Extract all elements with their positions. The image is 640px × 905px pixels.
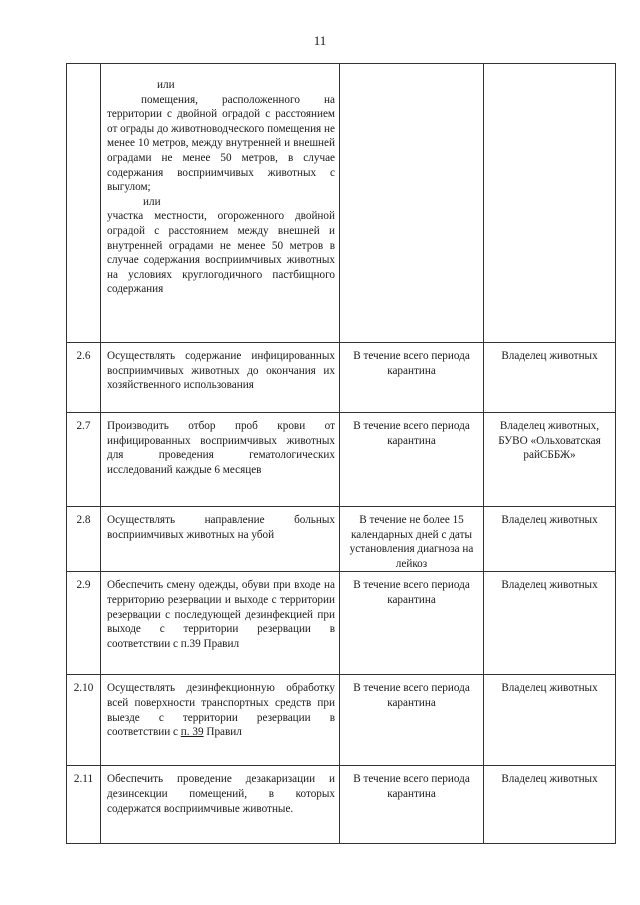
cell-action <box>101 675 340 766</box>
table-row <box>67 572 616 675</box>
cell-responsible <box>484 64 616 343</box>
text-area: участка местности, огороженного двойной оградой с расстоянием между внешней и внутренней оградами не менее 50 метров в случае содержания восприимчивых животных на условиях круглогодичного пастбищного содержания <box>107 210 335 296</box>
cell-responsible: Владелец животных <box>484 343 616 413</box>
cell-term: В течение всего периода карантина <box>340 343 484 413</box>
cell-term: В течение всего периода карантина <box>340 766 484 844</box>
cell-number: 2.7 <box>67 413 101 507</box>
cell-number: 2.11 <box>67 766 101 844</box>
cell-number: 2.6 <box>67 343 101 413</box>
cell-responsible: Владелец животных <box>484 507 616 572</box>
cell-action: Обеспечить проведение дезакаризации и дезинсекции помещений, в которых содержатся восприимчивые животные. <box>101 766 340 844</box>
text-premises: помещения, расположенного на территории с двойной оградой с расстоянием от ограды до животноводческого помещения не менее 10 метров, между внутренней и внешней оградами не менее 50 метров, в случае содержания восприимчивых животных с выгулом; <box>107 93 335 194</box>
cell-term: В течение всего периода карантина <box>340 413 484 507</box>
table-row <box>67 413 616 507</box>
cell-term: В течение всего периода карантина <box>340 675 484 766</box>
cell-term: В течение всего периода карантина <box>340 572 484 675</box>
cell-action: Производить отбор проб крови от инфицированных восприимчивых животных для проведения гематологических исследований каждые 6 месяцев <box>101 413 340 507</box>
cell-action: Обеспечить смену одежды, обуви при входе на территорию резервации и выходе с территории резервации с последующей дезинфекцией при выходе с территории резервации в соответствии с п.39 Правил <box>101 572 340 675</box>
action-text-tail: Правил <box>206 726 242 739</box>
text-or: или <box>157 79 175 91</box>
cell-number <box>67 64 101 343</box>
table-row <box>67 766 616 844</box>
cell-responsible: Владелец животных <box>484 572 616 675</box>
cell-action: Осуществлять направление больных восприимчивых животных на убой <box>101 507 340 572</box>
action-text: Осуществлять дезинфекционную обработку всей поверхности транспортных средств при выезде с территории резервации в соответствии с <box>107 682 335 739</box>
cell-responsible: Владелец животных, БУВО «Ольховатская райСББЖ» <box>484 413 616 507</box>
table-row <box>67 343 616 413</box>
text-or: или <box>143 195 161 208</box>
table-row-continuation <box>67 64 616 343</box>
cell-action: Осуществлять содержание инфицированных восприимчивых животных до окончания их хозяйственного использования <box>101 343 340 413</box>
cell-term: В течение не более 15 календарных дней с даты установления диагноза на лейкоз <box>340 507 484 572</box>
measures-table <box>66 63 616 844</box>
table-row <box>67 507 616 572</box>
cell-responsible: Владелец животных <box>484 766 616 844</box>
cell-term <box>340 64 484 343</box>
cell-number: 2.9 <box>67 572 101 675</box>
page-number: 11 <box>313 33 327 48</box>
cell-responsible: Владелец животных <box>484 675 616 766</box>
cell-number: 2.10 <box>67 675 101 766</box>
table-row <box>67 675 616 766</box>
rule-reference: п. 39 <box>180 726 204 739</box>
cell-number: 2.8 <box>67 507 101 572</box>
cell-action <box>101 64 340 343</box>
